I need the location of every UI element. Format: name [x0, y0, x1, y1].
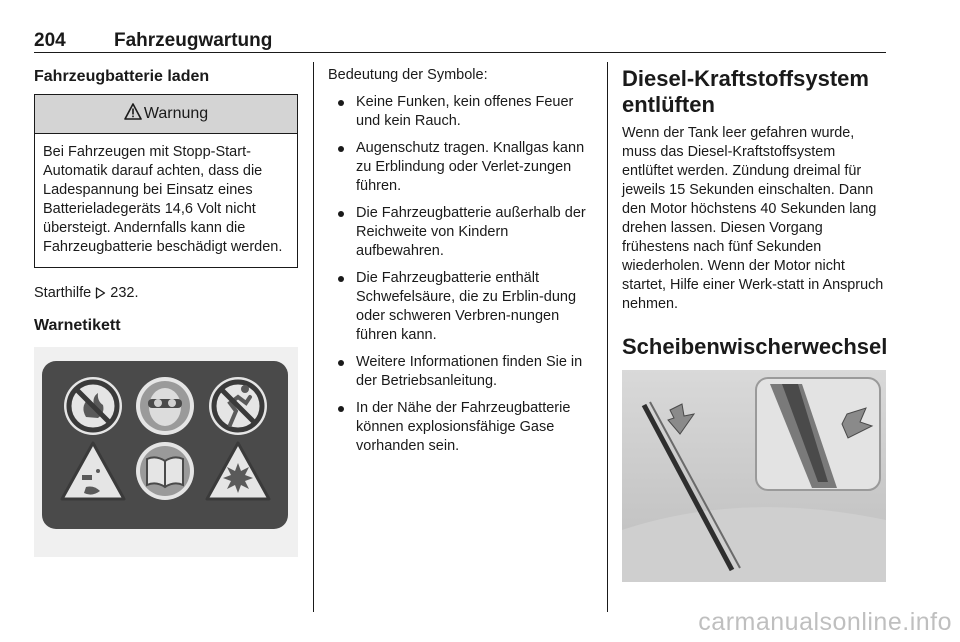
chapter-title: Fahrzeugwartung — [114, 30, 273, 51]
wiper-photo — [622, 370, 886, 582]
header-rule — [34, 52, 886, 53]
section-title-warning-label: Warnetikett — [34, 317, 121, 334]
list-item: Augenschutz tragen. Knallgas kann zu Erblindung oder Verlet-zungen führen. — [328, 139, 592, 196]
list-item: Keine Funken, kein offenes Feuer und kein Rauch. — [328, 93, 592, 131]
symbols-list — [328, 93, 592, 456]
column-right — [622, 62, 886, 582]
list-item: Die Fahrzeugbatterie enthält Schwefelsäure, die zu Erblin-dung oder schweren Verbren-nungen führen kann. — [328, 269, 592, 345]
xref-paragraph — [34, 284, 298, 303]
section-title-battery-charging: Fahrzeugbatterie laden — [34, 68, 210, 85]
xref-text: Starthilfe — [34, 285, 92, 301]
read-manual-icon — [136, 442, 194, 500]
warning-box — [34, 94, 298, 268]
keep-children-away-icon — [209, 377, 267, 435]
list-item: Die Fahrzeugbatterie außerhalb der Reichweite von Kindern aufbewahren. — [328, 204, 592, 261]
heading-wiper-change: Scheibenwischerwechsel — [622, 334, 888, 359]
watermark: carmanualsonline.info — [698, 608, 952, 636]
warning-title: Warnung — [143, 105, 209, 122]
diesel-paragraph: Wenn der Tank leer gefahren wurde, muss das Diesel-Kraftstoffsystem entlüftet werden. Zündung dreimal für jeweils 15 Sekunden einschalten. Dann den Motor höchstens 40 Sekunden lang drehen lassen. Diesen Vorgang frühestens nach fünf Sekunden wiederholen. Wenn der Motor nicht startet, Hilfe einer Werk-statt in Anspruch nehmen. — [622, 125, 884, 312]
list-item: Weitere Informationen finden Sie in der Betriebsanleitung. — [328, 353, 592, 391]
warning-label-illustration — [34, 347, 298, 557]
column-divider-1 — [313, 62, 314, 612]
column-divider-2 — [607, 62, 608, 612]
symbols-intro: Bedeutung der Symbole: — [328, 67, 488, 83]
column-middle — [328, 62, 592, 456]
xref-arrow-icon — [95, 285, 110, 301]
page-header — [34, 30, 886, 54]
heading-diesel-bleeding: Diesel-Kraftstoffsystem entlüften — [622, 66, 869, 117]
no-fire-icon — [64, 377, 122, 435]
warning-body: Bei Fahrzeugen mit Stopp-Start-Automatik darauf achten, dass die Ladespannung bei Einsatz eines Batterieladegeräts 14,6 Volt nicht übersteigt. Andernfalls kann die Fahrzeugbatterie beschädigt werden. — [43, 144, 283, 255]
warning-triangle-icon — [124, 103, 144, 125]
column-left — [34, 62, 298, 557]
eye-protection-icon — [136, 377, 194, 435]
xref-page[interactable]: 232. — [110, 285, 139, 301]
list-item: In der Nähe der Fahrzeugbatterie können explosionsfähige Gase vorhanden sein. — [328, 399, 592, 456]
warning-header — [35, 95, 297, 134]
page-number: 204 — [34, 30, 66, 51]
